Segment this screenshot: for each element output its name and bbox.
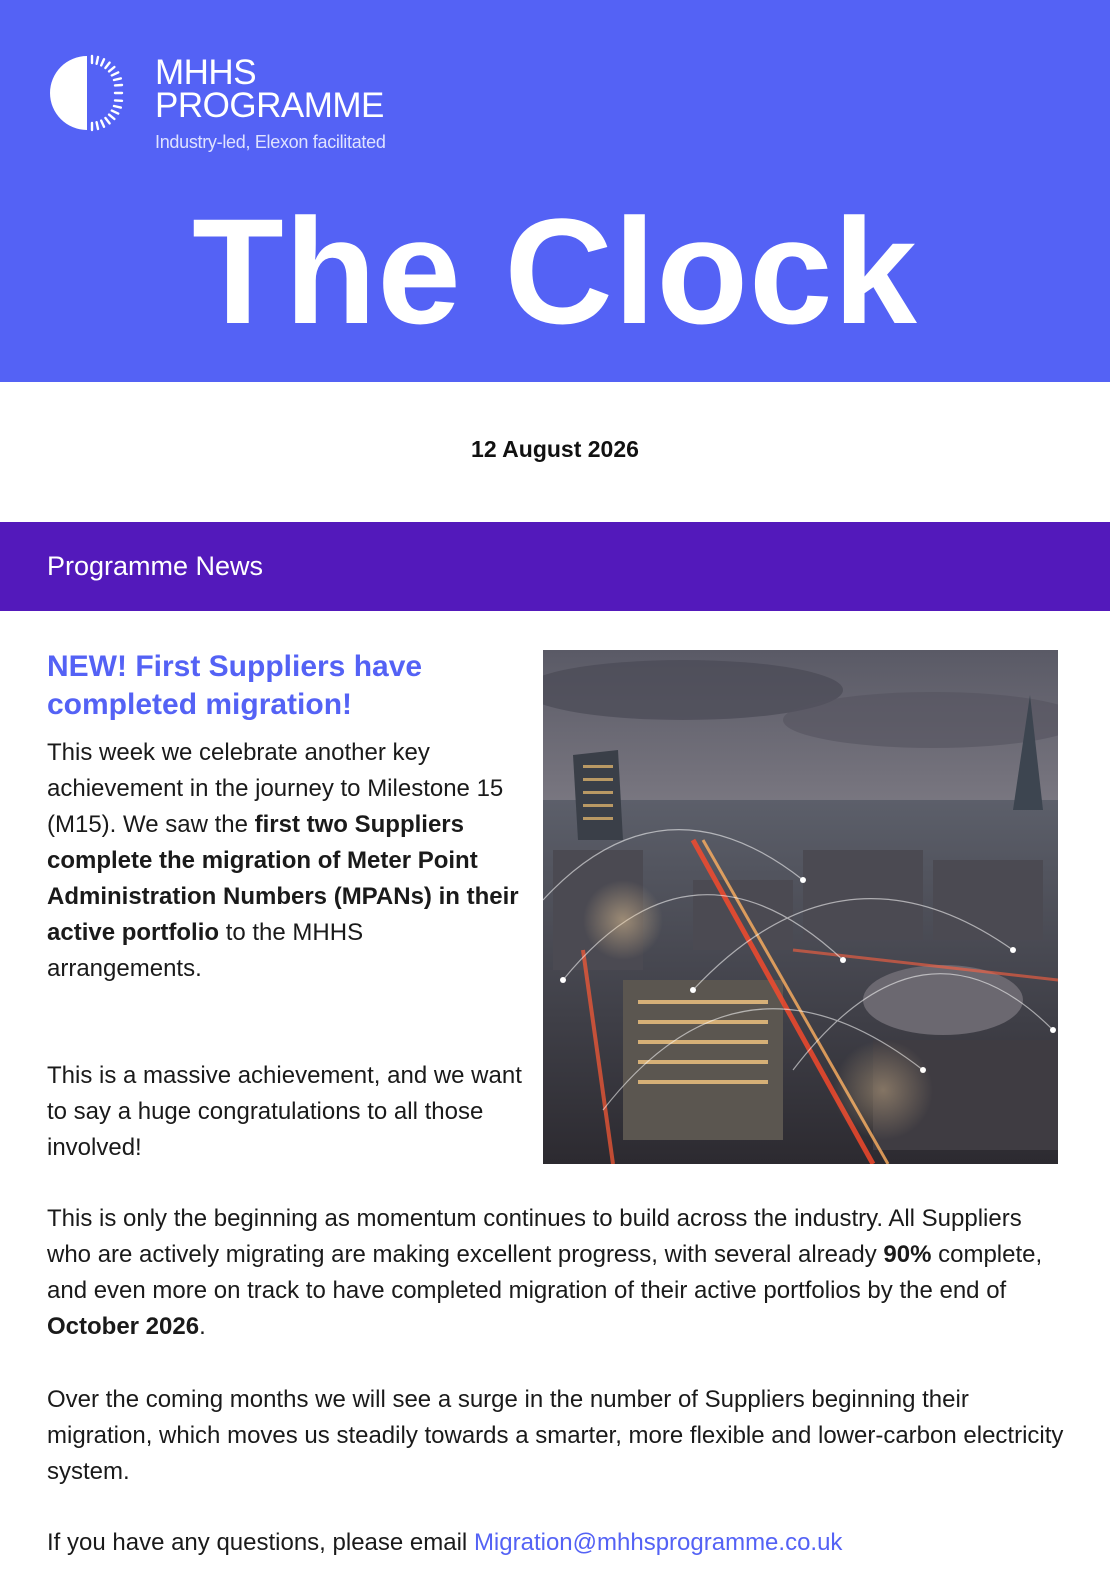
migration-email-link[interactable]: Migration@mhhsprogramme.co.uk [473, 1529, 843, 1556]
p5-text: If you have any questions, please email [47, 1529, 474, 1556]
mhhs-clock-logo-icon [46, 52, 128, 134]
intro-text-bold: first two Suppliers complete the migration of Meter Point Administration Numbers (MPANs) in their active portfolio [47, 811, 519, 946]
brand-name-line1: MHHS [155, 53, 257, 92]
article-title: NEW! First Suppliers have completed migration! [47, 650, 423, 721]
city-network-photo [543, 650, 1058, 1164]
brand-tagline: Industry-led, Elexon facilitated [155, 132, 386, 152]
brand-name-line2: PROGRAMME [155, 86, 384, 125]
issue-date: 12 August 2026 [471, 436, 639, 462]
p3-percent: 90% [883, 1241, 932, 1268]
article-paragraph-4: Over the coming months we will see a surge in the number of Suppliers beginning their migration, which moves us steadily towards a smarter, more flexible and lower-carbon electricity system. [47, 1386, 1064, 1485]
p3-text-a: This is only the beginning as momentum continues to build across the industry. All Suppliers who are actively migrating are making excellent progress, with several already [47, 1205, 1022, 1268]
header-banner [0, 0, 1110, 382]
newsletter-masthead: The Clock [192, 187, 918, 355]
article-intro [47, 735, 522, 987]
p3-text-e: . [199, 1313, 206, 1340]
section-bar [0, 522, 1110, 611]
article-paragraph-5 [47, 1525, 1067, 1561]
section-title: Programme News [47, 551, 264, 581]
p3-deadline: October 2026 [47, 1313, 200, 1340]
article-paragraph-2: This is a massive achievement, and we want to say a huge congratulations to all those involved! [47, 1062, 522, 1161]
article-paragraph-3 [47, 1201, 1067, 1345]
brand-block [155, 53, 386, 153]
p3-text-c: complete, and even more on track to have completed migration of their active portfolios by the end of [47, 1241, 1043, 1304]
intro-text-a: This week we celebrate another key achievement in the journey to Milestone 15 (M15). We saw the [47, 739, 504, 838]
intro-text-c: to the MHHS arrangements. [47, 919, 364, 982]
